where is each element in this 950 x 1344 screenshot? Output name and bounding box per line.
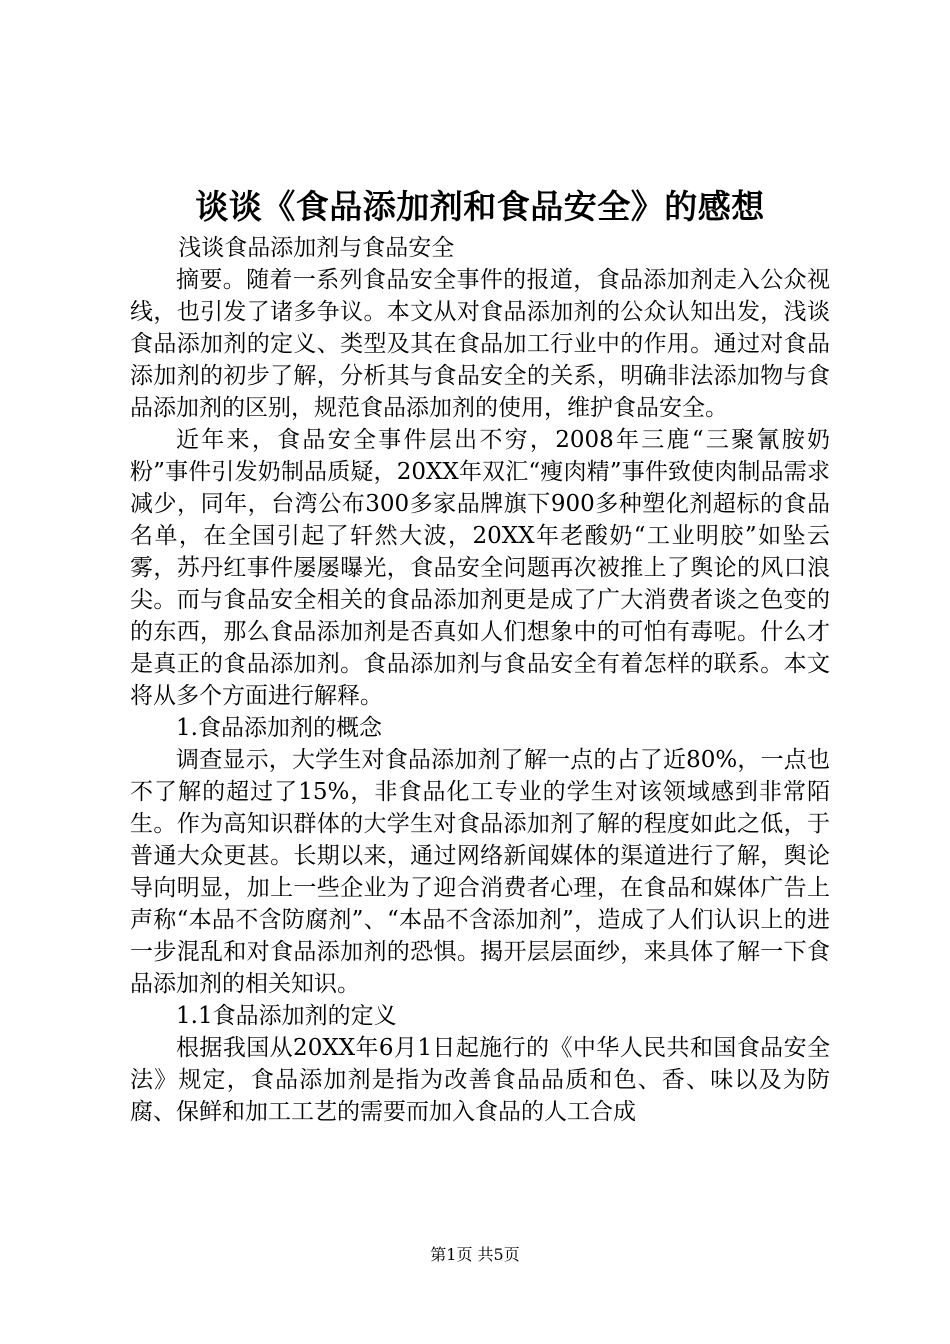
section-heading-1: 1.食品添加剂的概念 xyxy=(176,715,382,741)
document-title: 谈谈《食品添加剂和食品安全》的感想 xyxy=(195,187,765,226)
page-number-footer: 第1页 共5页 xyxy=(430,1245,520,1264)
abstract-paragraph: 摘要。随着一系列食品安全事件的报道，食品添加剂走入公众视线，也引发了诸多争议。本文从对食品添加剂的公众认知出发，浅谈食品添加剂的定义、类型及其在食品加工行业中的作用。通过对食品添加剂的初步了解，分析其与食品安全的关系，明确非法添加物与食品添加剂的区别，规范食品添加剂的使用，维护食品安全。 xyxy=(130,267,830,421)
section-heading-1-1: 1.1食品添加剂的定义 xyxy=(176,1003,397,1029)
document-body xyxy=(130,232,830,1128)
survey-paragraph: 调查显示，大学生对食品添加剂了解一点的占了近80%，一点也不了解的超过了15%，非食品化工专业的学生对该领域感到非常陌生。作为高知识群体的大学生对食品添加剂了解的程度如此之低，于普通大众更甚。长期以来，通过网络新闻媒体的渠道进行了解，舆论导向明显，加上一些企业为了迎合消费者心理，在食品和媒体广告上声称“本品不含防腐剂”、“本品不含添加剂”，造成了人们认识上的进一步混乱和对食品添加剂的恐惧。揭开层层面纱，来具体了解一下食品添加剂的相关知识。 xyxy=(130,747,830,997)
document-subtitle: 浅谈食品添加剂与食品安全 xyxy=(178,235,455,261)
intro-paragraph: 近年来，食品安全事件层出不穷，2008年三鹿“三聚氰胺奶粉”事件引发奶制品质疑，20XX年双汇“瘦肉精”事件致使肉制品需求减少，同年，台湾公布300多家品牌旗下900多种塑化剂超标的食品名单，在全国引起了轩然大波，20XX年老酸奶“工业明胶”如坠云雾，苏丹红事件屡屡曝光，食品安全问题再次被推上了舆论的风口浪尖。而与食品安全相关的食品添加剂更是成了广大消费者谈之色变的的东西，那么食品添加剂是否真如人们想象中的可怕有毒呢。什么才是真正的食品添加剂。食品添加剂与食品安全有着怎样的联系。本文将从多个方面进行解释。 xyxy=(130,427,830,709)
definition-paragraph: 根据我国从20XX年6月1日起施行的《中华人民共和国食品安全法》规定，食品添加剂是指为改善食品品质和色、香、味以及为防腐、保鲜和加工工艺的需要而加入食品的人工合成 xyxy=(130,1035,830,1125)
